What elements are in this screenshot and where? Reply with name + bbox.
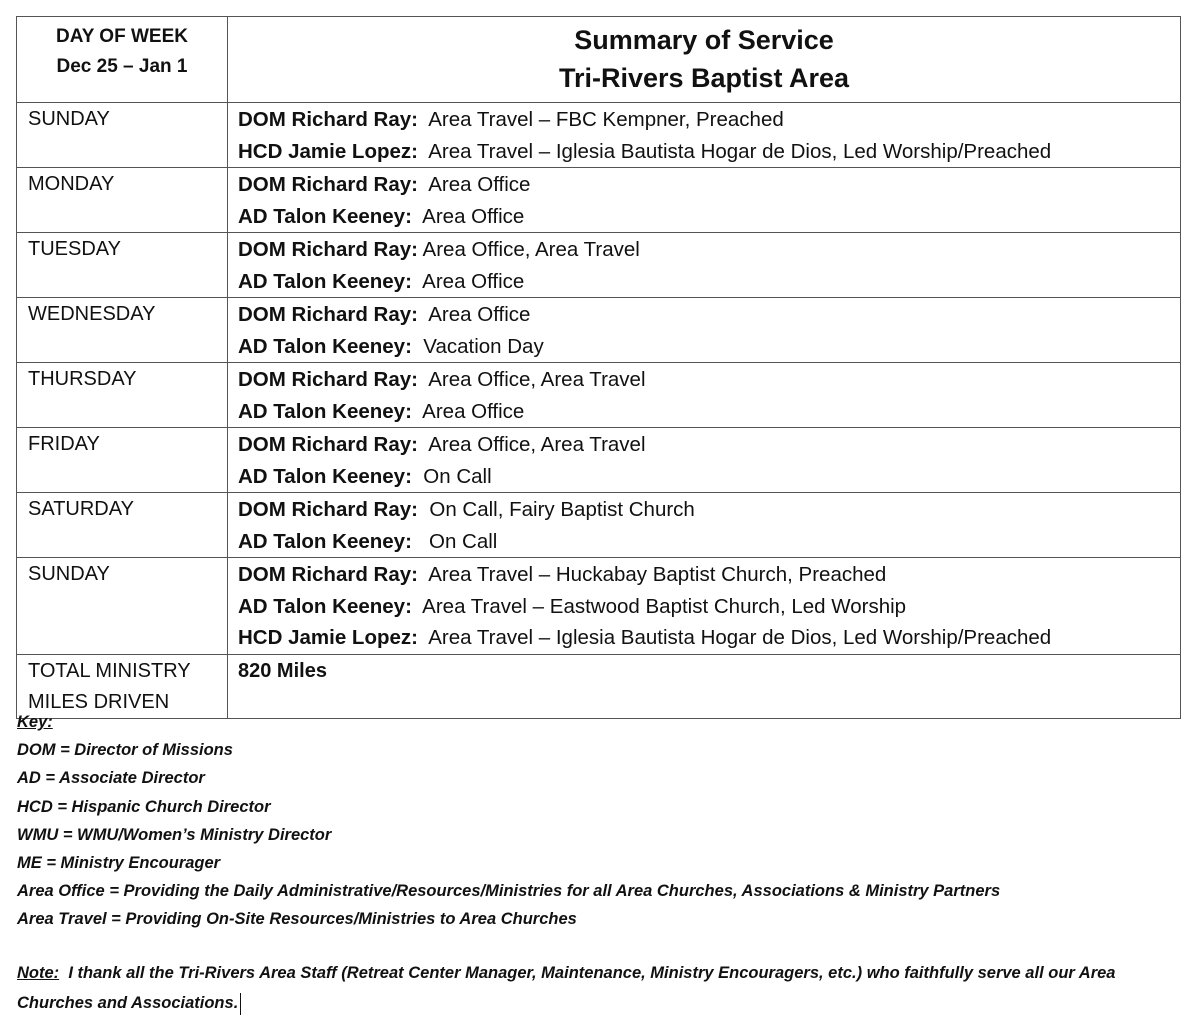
key-item: Area Office = Providing the Daily Administrative/Resources/Ministries for all Area Churches, Associations & Ministry Partners — [17, 882, 1001, 901]
key-item: DOM = Director of Missions — [17, 741, 233, 760]
service-activity: On Call — [411, 464, 492, 488]
service-entry — [238, 526, 1180, 558]
total-miles-value: 820 Miles — [238, 659, 327, 682]
day-column-header-line1: DAY OF WEEK — [56, 26, 188, 47]
day-label: THURSDAY — [17, 363, 228, 428]
service-entry — [238, 234, 1180, 266]
service-entry — [238, 622, 1180, 654]
service-activity: Area Travel – Iglesia Bautista Hogar de Dios, Led Worship/Preached — [417, 626, 1052, 649]
staff-name: DOM Richard Ray: — [238, 433, 418, 456]
key-legend — [17, 708, 1000, 934]
service-entry — [238, 201, 1180, 233]
staff-name: AD Talon Keeney: — [238, 594, 412, 618]
staff-name: AD Talon Keeney: — [238, 204, 412, 228]
day-label: TUESDAY — [17, 233, 228, 298]
service-activity: Area Office, Area Travel — [417, 368, 646, 391]
day-label: SUNDAY — [17, 558, 228, 655]
service-entries — [228, 493, 1181, 558]
staff-name: DOM Richard Ray: — [238, 563, 418, 586]
service-entry — [238, 136, 1180, 168]
service-entries — [228, 233, 1181, 298]
key-item: AD = Associate Director — [17, 769, 205, 788]
service-entry — [238, 104, 1180, 136]
table-title — [228, 17, 1181, 103]
staff-name: DOM Richard Ray: — [238, 303, 418, 326]
service-entry — [238, 559, 1180, 591]
key-item: ME = Ministry Encourager — [17, 854, 221, 873]
service-entry — [238, 429, 1180, 461]
service-activity: Vacation Day — [411, 334, 544, 358]
key-item: WMU = WMU/Women’s Ministry Director — [17, 825, 332, 844]
service-activity: Area Office — [417, 173, 531, 196]
staff-name: DOM Richard Ray: — [238, 368, 418, 391]
service-entries — [228, 558, 1181, 655]
service-activity: Area Office — [417, 303, 531, 326]
table-row — [17, 103, 1181, 168]
key-item: Area Travel = Providing On-Site Resources/Ministries to Area Churches — [17, 910, 577, 929]
staff-name: AD Talon Keeney: — [238, 399, 412, 423]
table-row — [17, 298, 1181, 363]
staff-name: AD Talon Keeney: — [238, 529, 412, 553]
day-label: SATURDAY — [17, 493, 228, 558]
service-entries — [228, 168, 1181, 233]
table-row — [17, 493, 1181, 558]
service-entry — [238, 364, 1180, 396]
day-label: MONDAY — [17, 168, 228, 233]
staff-name: DOM Richard Ray: — [238, 173, 418, 196]
table-row — [17, 168, 1181, 233]
service-activity: On Call, Fairy Baptist Church — [417, 498, 695, 521]
service-activity: Area Office — [411, 399, 525, 423]
service-activity: Area Office — [411, 269, 525, 293]
day-label: FRIDAY — [17, 428, 228, 493]
note — [17, 958, 1182, 1018]
day-label: SUNDAY — [17, 103, 228, 168]
service-entry — [238, 169, 1180, 201]
table-title-line1: Summary of Service — [574, 25, 834, 55]
service-entries — [228, 298, 1181, 363]
staff-name: HCD Jamie Lopez: — [238, 626, 418, 649]
staff-name: AD Talon Keeney: — [238, 334, 412, 358]
staff-name: DOM Richard Ray: — [238, 238, 418, 261]
summary-table — [16, 16, 1181, 719]
day-column-header — [17, 17, 228, 103]
service-activity: Area Travel – Iglesia Bautista Hogar de Dios, Led Worship/Preached — [417, 139, 1052, 163]
service-activity: On Call — [411, 529, 498, 553]
table-row — [17, 428, 1181, 493]
day-label: WEDNESDAY — [17, 298, 228, 363]
day-column-header-line2: Dec 25 – Jan 1 — [56, 56, 188, 77]
service-entry — [238, 494, 1180, 526]
header-row — [17, 17, 1181, 103]
staff-name: HCD Jamie Lopez: — [238, 139, 418, 163]
service-activity: Area Office, Area Travel — [417, 238, 640, 261]
note-label: Note: — [17, 964, 60, 982]
table-row — [17, 233, 1181, 298]
service-entries — [228, 363, 1181, 428]
key-item: HCD = Hispanic Church Director — [17, 797, 271, 816]
total-miles-label-line2: MILES DRIVEN — [28, 690, 170, 713]
service-entry — [238, 299, 1180, 331]
service-entry — [238, 591, 1180, 623]
service-entry — [238, 331, 1180, 363]
table-row — [17, 558, 1181, 655]
service-activity: Area Travel – Eastwood Baptist Church, Led Worship — [411, 594, 907, 618]
staff-name: DOM Richard Ray: — [238, 108, 418, 131]
key-title: Key: — [17, 713, 53, 731]
note-text: I thank all the Tri-Rivers Area Staff (Retreat Center Manager, Maintenance, Ministry Encouragers, etc.) who faithfully serve all our Area Churches and Associations. — [17, 964, 1121, 1012]
service-activity: Area Office — [411, 204, 525, 228]
service-entries — [228, 103, 1181, 168]
service-entry — [238, 461, 1180, 493]
service-entries — [228, 428, 1181, 493]
staff-name: AD Talon Keeney: — [238, 269, 412, 293]
staff-name: AD Talon Keeney: — [238, 464, 412, 488]
staff-name: DOM Richard Ray: — [238, 498, 418, 521]
table-row — [17, 363, 1181, 428]
service-entry — [238, 396, 1180, 428]
service-entry — [238, 266, 1180, 298]
text-cursor — [240, 993, 241, 1015]
total-miles-label-line1: TOTAL MINISTRY — [28, 659, 191, 682]
service-activity: Area Office, Area Travel — [417, 433, 646, 456]
table-title-line2: Tri-Rivers Baptist Area — [558, 63, 850, 93]
service-activity: Area Travel – Huckabay Baptist Church, Preached — [417, 563, 887, 586]
service-activity: Area Travel – FBC Kempner, Preached — [417, 108, 784, 131]
